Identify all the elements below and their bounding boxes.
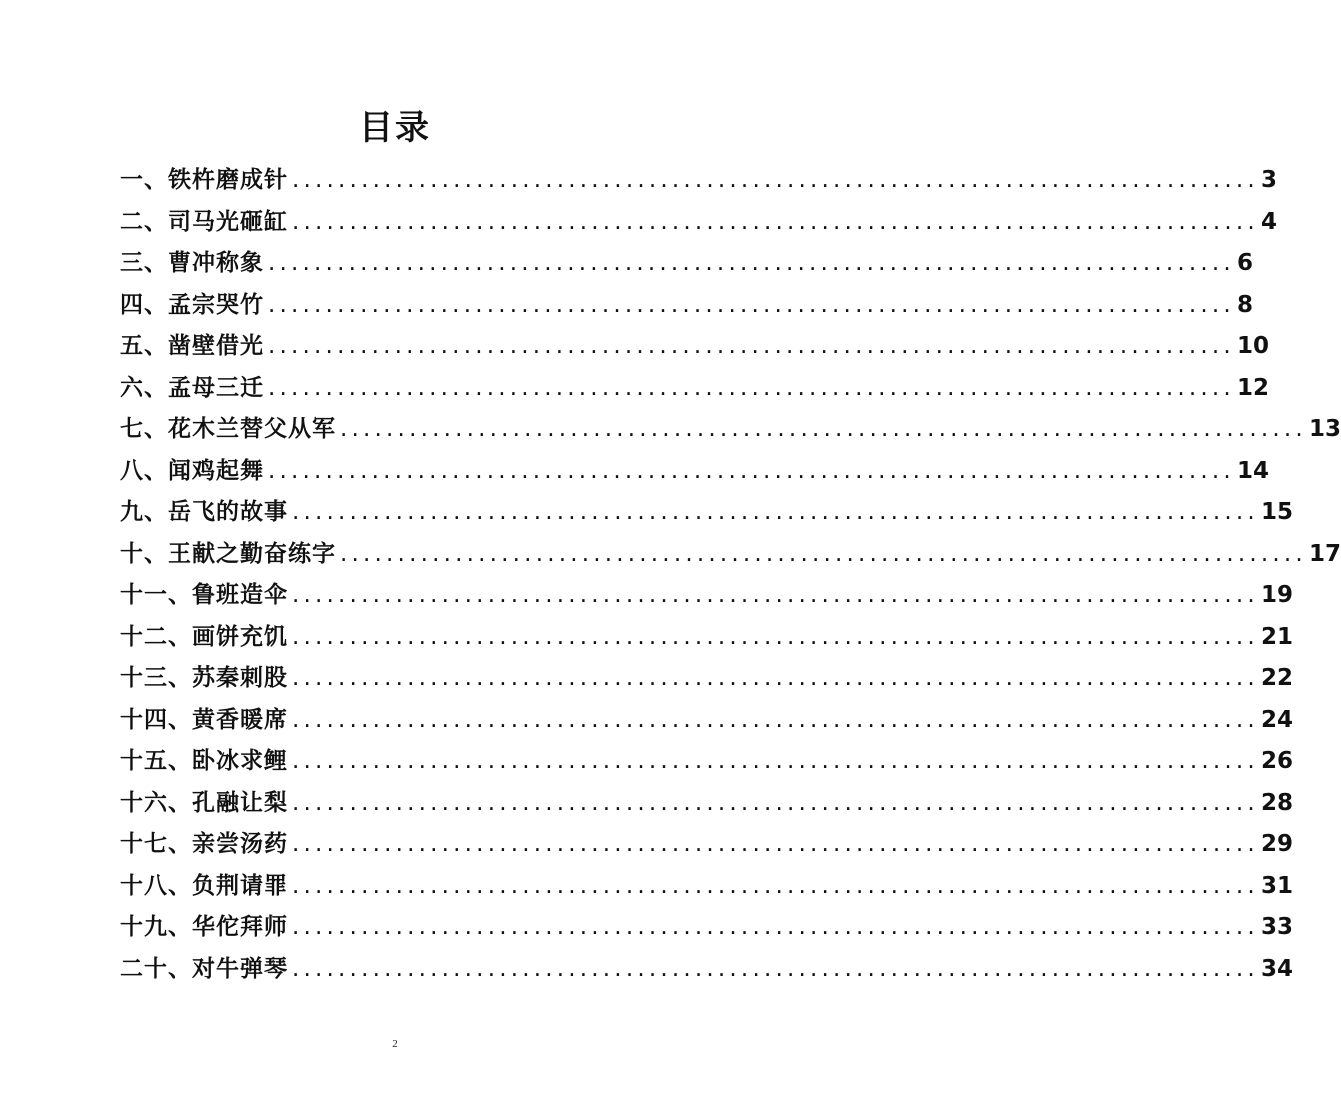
toc-heading: 目录	[359, 108, 431, 148]
toc-dot-leader: ....................................................................................	[268, 333, 1235, 359]
toc-entry[interactable]	[120, 534, 1341, 576]
toc-entry-page: 24	[1260, 706, 1293, 733]
toc-dot-leader: ....................................................................................	[340, 540, 1307, 567]
toc-entry-title: 二十、对牛弹琴	[120, 955, 288, 982]
toc-entry-title: 九、岳飞的故事	[120, 499, 288, 525]
toc-dot-leader: ....................................................................................	[268, 291, 1235, 318]
toc-dot-leader: ....................................................................................	[292, 955, 1259, 982]
toc-entry[interactable]	[120, 451, 1269, 493]
toc-dot-leader: ....................................................................................	[292, 914, 1259, 940]
toc-dot-leader: ....................................................................................	[292, 831, 1259, 857]
toc-dot-leader: ....................................................................................	[340, 416, 1307, 442]
toc-entry-title: 四、孟宗哭竹	[120, 291, 264, 318]
toc-entry-page: 12	[1236, 374, 1269, 401]
toc-entry-page: 28	[1260, 789, 1293, 816]
toc-entry[interactable]	[120, 700, 1293, 742]
toc-entry-page: 22	[1260, 665, 1293, 691]
toc-dot-leader: ....................................................................................	[292, 167, 1259, 193]
toc-entry-title: 十八、负荆请罪	[120, 872, 288, 899]
toc-dot-leader: ....................................................................................	[292, 582, 1259, 608]
toc-entry-title: 六、孟母三迁	[120, 374, 264, 401]
toc-dot-leader: ....................................................................................	[292, 706, 1259, 733]
toc-entry-page: 17	[1308, 540, 1341, 567]
toc-entry-page: 14	[1236, 457, 1269, 484]
toc-entry-title: 一、铁杵磨成针	[120, 167, 288, 193]
toc-entry[interactable]	[120, 949, 1293, 991]
toc-entry[interactable]	[120, 243, 1253, 285]
toc-entry[interactable]	[120, 658, 1293, 700]
toc-entry-page: 13	[1308, 416, 1341, 442]
toc-dot-leader: ....................................................................................	[292, 665, 1259, 691]
toc-entry-title: 十四、黄香暖席	[120, 706, 288, 733]
toc-dot-leader: ....................................................................................	[292, 208, 1259, 235]
toc-entry[interactable]	[120, 741, 1293, 783]
toc-entry-title: 五、凿壁借光	[120, 333, 264, 359]
toc-entry[interactable]	[120, 783, 1293, 825]
toc-entry-page: 31	[1260, 872, 1293, 899]
toc-dot-leader: ....................................................................................	[292, 499, 1259, 525]
toc-entry-page: 4	[1260, 208, 1277, 235]
toc-dot-leader: ....................................................................................	[268, 374, 1235, 401]
toc-dot-leader: ....................................................................................	[268, 457, 1235, 484]
toc-entry[interactable]	[120, 575, 1293, 617]
toc-entry-title: 十九、华佗拜师	[120, 914, 288, 940]
toc-entry[interactable]	[120, 285, 1253, 327]
toc-entry-title: 二、司马光砸缸	[120, 208, 288, 235]
toc-entry[interactable]	[120, 824, 1293, 866]
toc-entry[interactable]	[120, 492, 1293, 534]
toc-entry[interactable]	[120, 326, 1269, 368]
toc-entry-page: 3	[1260, 167, 1277, 193]
toc-entry-page: 33	[1260, 914, 1293, 940]
toc-entry[interactable]	[120, 617, 1293, 659]
toc-dot-leader: ....................................................................................	[292, 623, 1259, 650]
toc-entry-title: 八、闻鸡起舞	[120, 457, 264, 484]
toc-entry[interactable]	[120, 202, 1277, 244]
toc-entry-title: 七、花木兰替父从军	[120, 416, 336, 442]
toc-entry-page: 29	[1260, 831, 1293, 857]
toc-entry[interactable]	[120, 907, 1293, 949]
toc-entry-title: 十七、亲尝汤药	[120, 831, 288, 857]
toc-entry-title: 三、曹冲称象	[120, 250, 264, 276]
toc-entry-page: 19	[1260, 582, 1293, 608]
toc-entry-page: 10	[1236, 333, 1269, 359]
toc-entry-page: 26	[1260, 748, 1293, 774]
toc-entry[interactable]	[120, 160, 1277, 202]
toc-entry-page: 34	[1260, 955, 1293, 982]
toc-dot-leader: ....................................................................................	[292, 789, 1259, 816]
toc-entry[interactable]	[120, 368, 1269, 410]
toc-entry[interactable]	[120, 866, 1293, 908]
toc-entry-page: 8	[1236, 291, 1253, 318]
toc-entry-title: 十一、鲁班造伞	[120, 582, 288, 608]
toc-entry-title: 十三、苏秦刺股	[120, 665, 288, 691]
toc-entry-title: 十六、孔融让梨	[120, 789, 288, 816]
toc-entry-title: 十二、画饼充饥	[120, 623, 288, 650]
toc-dot-leader: ....................................................................................	[292, 748, 1259, 774]
table-of-contents	[120, 160, 1341, 990]
toc-entry-title: 十五、卧冰求鲤	[120, 748, 288, 774]
toc-entry-page: 6	[1236, 250, 1253, 276]
page-number: 2	[392, 1038, 398, 1050]
toc-dot-leader: ....................................................................................	[268, 250, 1235, 276]
toc-entry-title: 十、王献之勤奋练字	[120, 540, 336, 567]
toc-dot-leader: ....................................................................................	[292, 872, 1259, 899]
toc-entry-page: 21	[1260, 623, 1293, 650]
toc-entry-page: 15	[1260, 499, 1293, 525]
toc-entry[interactable]	[120, 409, 1341, 451]
